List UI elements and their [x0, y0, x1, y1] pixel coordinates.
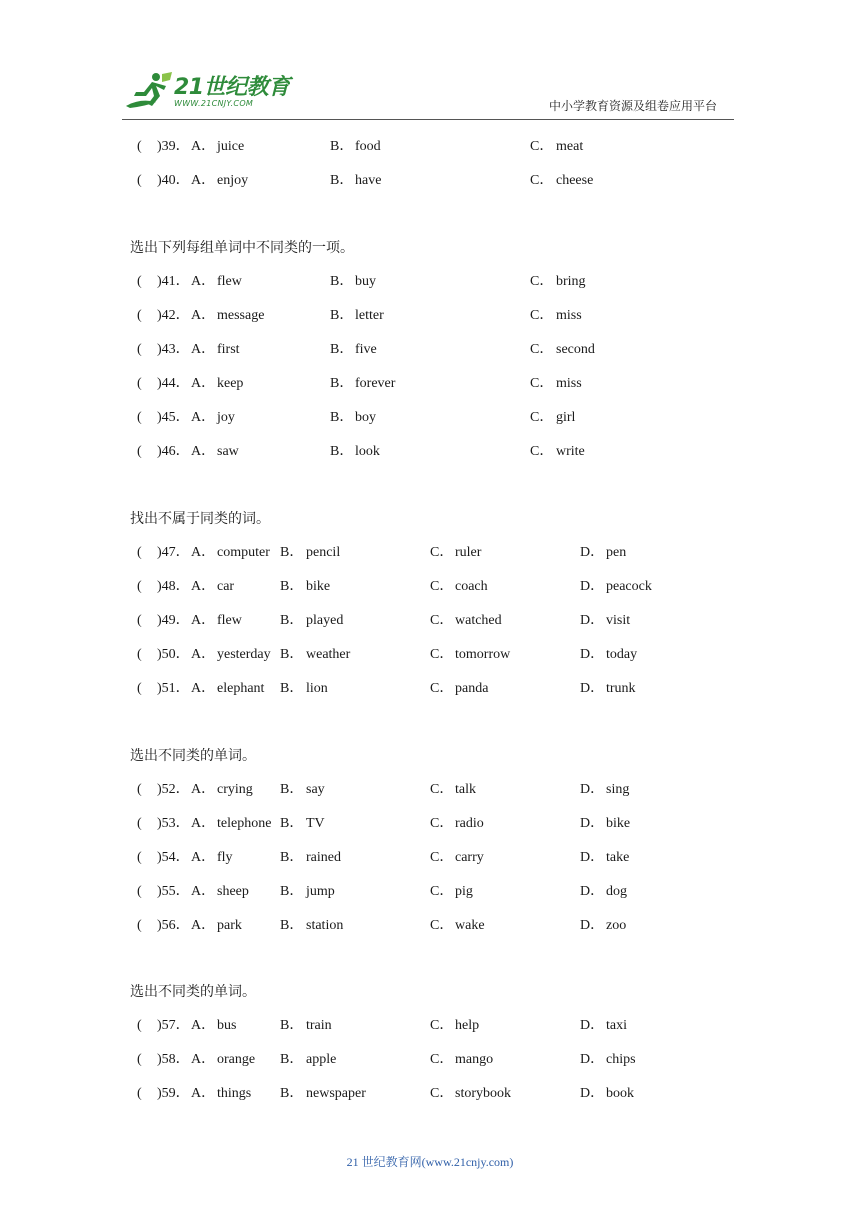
option-word: girl: [556, 410, 576, 425]
option-word: watched: [455, 613, 502, 628]
option-label: D．: [580, 850, 605, 865]
answer-blank: (: [137, 308, 142, 323]
question-number: )56．: [157, 918, 190, 933]
option-word: fly: [217, 850, 233, 865]
option-word: park: [217, 918, 242, 933]
option-word: second: [556, 342, 595, 357]
option-word: apple: [306, 1052, 337, 1067]
option-word: taxi: [606, 1018, 627, 1033]
logo: [122, 70, 292, 114]
option-word: car: [217, 579, 235, 594]
answer-blank: (: [137, 816, 142, 831]
question-row: [0, 1016, 860, 1036]
option-word: jump: [306, 884, 335, 899]
header-divider: [122, 119, 734, 120]
option-word: bike: [606, 816, 631, 831]
option-word: yesterday: [217, 647, 271, 662]
option-label: B．: [330, 410, 354, 425]
option-label: C．: [530, 274, 554, 289]
question-row: [0, 306, 860, 326]
answer-blank: (: [137, 139, 142, 154]
option-word: pencil: [306, 545, 341, 560]
option-label: C．: [430, 613, 454, 628]
option-label: D．: [580, 681, 605, 696]
option-label: A．: [191, 308, 216, 323]
option-label: D．: [580, 884, 605, 899]
option-word: look: [355, 444, 380, 459]
option-label: C．: [430, 1018, 454, 1033]
question-number: )41．: [157, 274, 190, 289]
option-label: C．: [430, 884, 454, 899]
answer-blank: (: [137, 274, 142, 289]
option-label: A．: [191, 681, 216, 696]
question-number: )42．: [157, 308, 190, 323]
answer-blank: (: [137, 444, 142, 459]
question-number: )51．: [157, 681, 190, 696]
option-label: B．: [330, 139, 354, 154]
option-label: B．: [330, 274, 354, 289]
question-row: [0, 916, 860, 936]
option-word: message: [217, 308, 265, 323]
answer-blank: (: [137, 579, 142, 594]
option-label: B．: [280, 1052, 304, 1067]
question-number: )48．: [157, 579, 190, 594]
option-label: D．: [580, 1086, 605, 1101]
option-word: tomorrow: [455, 647, 511, 662]
section-title: 选出不同类的单词。: [130, 748, 256, 764]
option-word: sing: [606, 782, 630, 797]
section-title: 选出下列每组单词中不同类的一项。: [130, 240, 354, 256]
question-number: )40．: [157, 173, 190, 188]
option-word: juice: [217, 139, 245, 154]
option-label: A．: [191, 173, 216, 188]
option-word: trunk: [606, 681, 636, 696]
option-label: A．: [191, 816, 216, 831]
question-number: )54．: [157, 850, 190, 865]
question-row: [0, 645, 860, 665]
option-word: bus: [217, 1018, 237, 1033]
option-word: book: [606, 1086, 634, 1101]
question-row: [0, 340, 860, 360]
question-number: )49．: [157, 613, 190, 628]
logo-text: 21世纪教育: [174, 75, 290, 100]
question-row: [0, 442, 860, 462]
option-word: wake: [455, 918, 485, 933]
option-label: B．: [280, 1018, 304, 1033]
option-word: mango: [455, 1052, 494, 1067]
question-number: )55．: [157, 884, 190, 899]
question-number: )57．: [157, 1018, 190, 1033]
answer-blank: (: [137, 410, 142, 425]
option-label: A．: [191, 613, 216, 628]
option-label: B．: [330, 173, 354, 188]
option-label: B．: [280, 782, 304, 797]
option-word: played: [306, 613, 344, 628]
header-tagline: 中小学教育资源及组卷应用平台: [549, 99, 718, 113]
question-row: [0, 814, 860, 834]
question-row: [0, 1084, 860, 1104]
option-label: C．: [530, 444, 554, 459]
option-word: rained: [306, 850, 341, 865]
answer-blank: (: [137, 613, 142, 628]
question-number: )39．: [157, 139, 190, 154]
option-label: C．: [530, 139, 554, 154]
option-label: B．: [280, 579, 304, 594]
option-word: keep: [217, 376, 244, 391]
answer-blank: (: [137, 884, 142, 899]
question-row: [0, 543, 860, 563]
answer-blank: (: [137, 1018, 142, 1033]
runner-icon: [122, 70, 172, 114]
option-word: cheese: [556, 173, 594, 188]
option-label: A．: [191, 342, 216, 357]
answer-blank: (: [137, 850, 142, 865]
option-word: panda: [455, 681, 489, 696]
option-label: D．: [580, 1052, 605, 1067]
option-word: today: [606, 647, 638, 662]
option-label: A．: [191, 850, 216, 865]
option-label: C．: [430, 782, 454, 797]
option-label: C．: [430, 1052, 454, 1067]
option-word: forever: [355, 376, 396, 391]
option-word: five: [355, 342, 377, 357]
option-word: miss: [556, 376, 582, 391]
option-word: talk: [455, 782, 476, 797]
answer-blank: (: [137, 376, 142, 391]
option-word: say: [306, 782, 325, 797]
option-word: TV: [306, 816, 325, 831]
option-label: A．: [191, 139, 216, 154]
option-label: C．: [430, 647, 454, 662]
question-number: )44．: [157, 376, 190, 391]
option-label: A．: [191, 579, 216, 594]
question-row: [0, 171, 860, 191]
option-label: C．: [530, 173, 554, 188]
option-label: C．: [430, 1086, 454, 1101]
option-word: miss: [556, 308, 582, 323]
option-label: A．: [191, 884, 216, 899]
question-row: [0, 679, 860, 699]
option-label: A．: [191, 647, 216, 662]
option-word: sheep: [217, 884, 249, 899]
section-title: 找出不属于同类的词。: [130, 511, 270, 527]
answer-blank: (: [137, 1052, 142, 1067]
option-word: meat: [556, 139, 584, 154]
question-row: [0, 780, 860, 800]
question-row: [0, 882, 860, 902]
question-number: )46．: [157, 444, 190, 459]
question-row: [0, 374, 860, 394]
page-footer: 21 世纪教育网(www.21cnjy.com): [346, 1155, 514, 1169]
question-row: [0, 1050, 860, 1070]
option-label: C．: [530, 376, 554, 391]
option-word: saw: [217, 444, 239, 459]
option-label: B．: [280, 816, 304, 831]
option-word: lion: [306, 681, 328, 696]
option-word: chips: [606, 1052, 636, 1067]
option-label: A．: [191, 410, 216, 425]
option-label: D．: [580, 918, 605, 933]
option-word: flew: [217, 613, 242, 628]
option-label: B．: [280, 884, 304, 899]
option-label: D．: [580, 579, 605, 594]
option-word: things: [217, 1086, 252, 1101]
option-word: help: [455, 1018, 480, 1033]
option-label: C．: [430, 579, 454, 594]
option-word: first: [217, 342, 240, 357]
option-label: A．: [191, 918, 216, 933]
question-number: )47．: [157, 545, 190, 560]
option-label: B．: [280, 647, 304, 662]
option-word: orange: [217, 1052, 256, 1067]
answer-blank: (: [137, 173, 142, 188]
option-label: C．: [530, 410, 554, 425]
option-label: D．: [580, 816, 605, 831]
option-word: telephone: [217, 816, 272, 831]
option-label: A．: [191, 274, 216, 289]
option-word: carry: [455, 850, 484, 865]
question-row: [0, 848, 860, 868]
option-word: food: [355, 139, 381, 154]
option-word: coach: [455, 579, 488, 594]
question-number: )43．: [157, 342, 190, 357]
option-label: D．: [580, 647, 605, 662]
question-number: )53．: [157, 816, 190, 831]
option-word: write: [556, 444, 585, 459]
question-row: [0, 137, 860, 157]
option-label: C．: [430, 681, 454, 696]
option-label: B．: [330, 342, 354, 357]
option-label: C．: [430, 918, 454, 933]
option-label: A．: [191, 782, 216, 797]
option-word: enjoy: [217, 173, 249, 188]
question-row: [0, 611, 860, 631]
option-word: pen: [606, 545, 627, 560]
option-label: B．: [280, 545, 304, 560]
question-number: )52．: [157, 782, 190, 797]
option-label: B．: [280, 1086, 304, 1101]
option-word: zoo: [606, 918, 627, 933]
answer-blank: (: [137, 342, 142, 357]
option-word: elephant: [217, 681, 265, 696]
question-number: )58．: [157, 1052, 190, 1067]
option-word: station: [306, 918, 344, 933]
section-title: 选出不同类的单词。: [130, 984, 256, 1000]
question-row: [0, 577, 860, 597]
option-word: flew: [217, 274, 242, 289]
option-word: have: [355, 173, 382, 188]
option-word: boy: [355, 410, 376, 425]
option-label: C．: [430, 545, 454, 560]
question-row: [0, 272, 860, 292]
option-word: dog: [606, 884, 627, 899]
answer-blank: (: [137, 545, 142, 560]
option-word: computer: [217, 545, 270, 560]
option-label: A．: [191, 1052, 216, 1067]
option-word: bring: [556, 274, 586, 289]
answer-blank: (: [137, 918, 142, 933]
option-label: B．: [330, 376, 354, 391]
option-word: pig: [455, 884, 473, 899]
option-word: bike: [306, 579, 331, 594]
option-word: visit: [606, 613, 631, 628]
question-row: [0, 408, 860, 428]
option-label: D．: [580, 613, 605, 628]
option-word: radio: [455, 816, 484, 831]
option-label: C．: [530, 342, 554, 357]
option-label: B．: [330, 444, 354, 459]
option-label: B．: [330, 308, 354, 323]
logo-url: WWW.21CNJY.COM: [174, 99, 254, 108]
option-label: D．: [580, 1018, 605, 1033]
option-label: B．: [280, 613, 304, 628]
answer-blank: (: [137, 782, 142, 797]
question-number: )45．: [157, 410, 190, 425]
option-label: A．: [191, 545, 216, 560]
option-word: letter: [355, 308, 384, 323]
option-label: B．: [280, 918, 304, 933]
option-word: joy: [217, 410, 235, 425]
option-label: C．: [530, 308, 554, 323]
option-word: peacock: [606, 579, 652, 594]
option-label: C．: [430, 816, 454, 831]
option-label: D．: [580, 545, 605, 560]
option-word: weather: [306, 647, 351, 662]
question-number: )59．: [157, 1086, 190, 1101]
option-label: C．: [430, 850, 454, 865]
option-word: ruler: [455, 545, 482, 560]
page-header: [0, 0, 860, 125]
option-word: train: [306, 1018, 332, 1033]
option-label: A．: [191, 1086, 216, 1101]
option-word: storybook: [455, 1086, 511, 1101]
option-word: crying: [217, 782, 253, 797]
option-label: A．: [191, 444, 216, 459]
option-label: A．: [191, 376, 216, 391]
option-label: D．: [580, 782, 605, 797]
answer-blank: (: [137, 647, 142, 662]
option-label: B．: [280, 681, 304, 696]
option-word: newspaper: [306, 1086, 366, 1101]
option-word: buy: [355, 274, 376, 289]
answer-blank: (: [137, 1086, 142, 1101]
option-label: A．: [191, 1018, 216, 1033]
question-number: )50．: [157, 647, 190, 662]
option-word: take: [606, 850, 630, 865]
answer-blank: (: [137, 681, 142, 696]
option-label: B．: [280, 850, 304, 865]
